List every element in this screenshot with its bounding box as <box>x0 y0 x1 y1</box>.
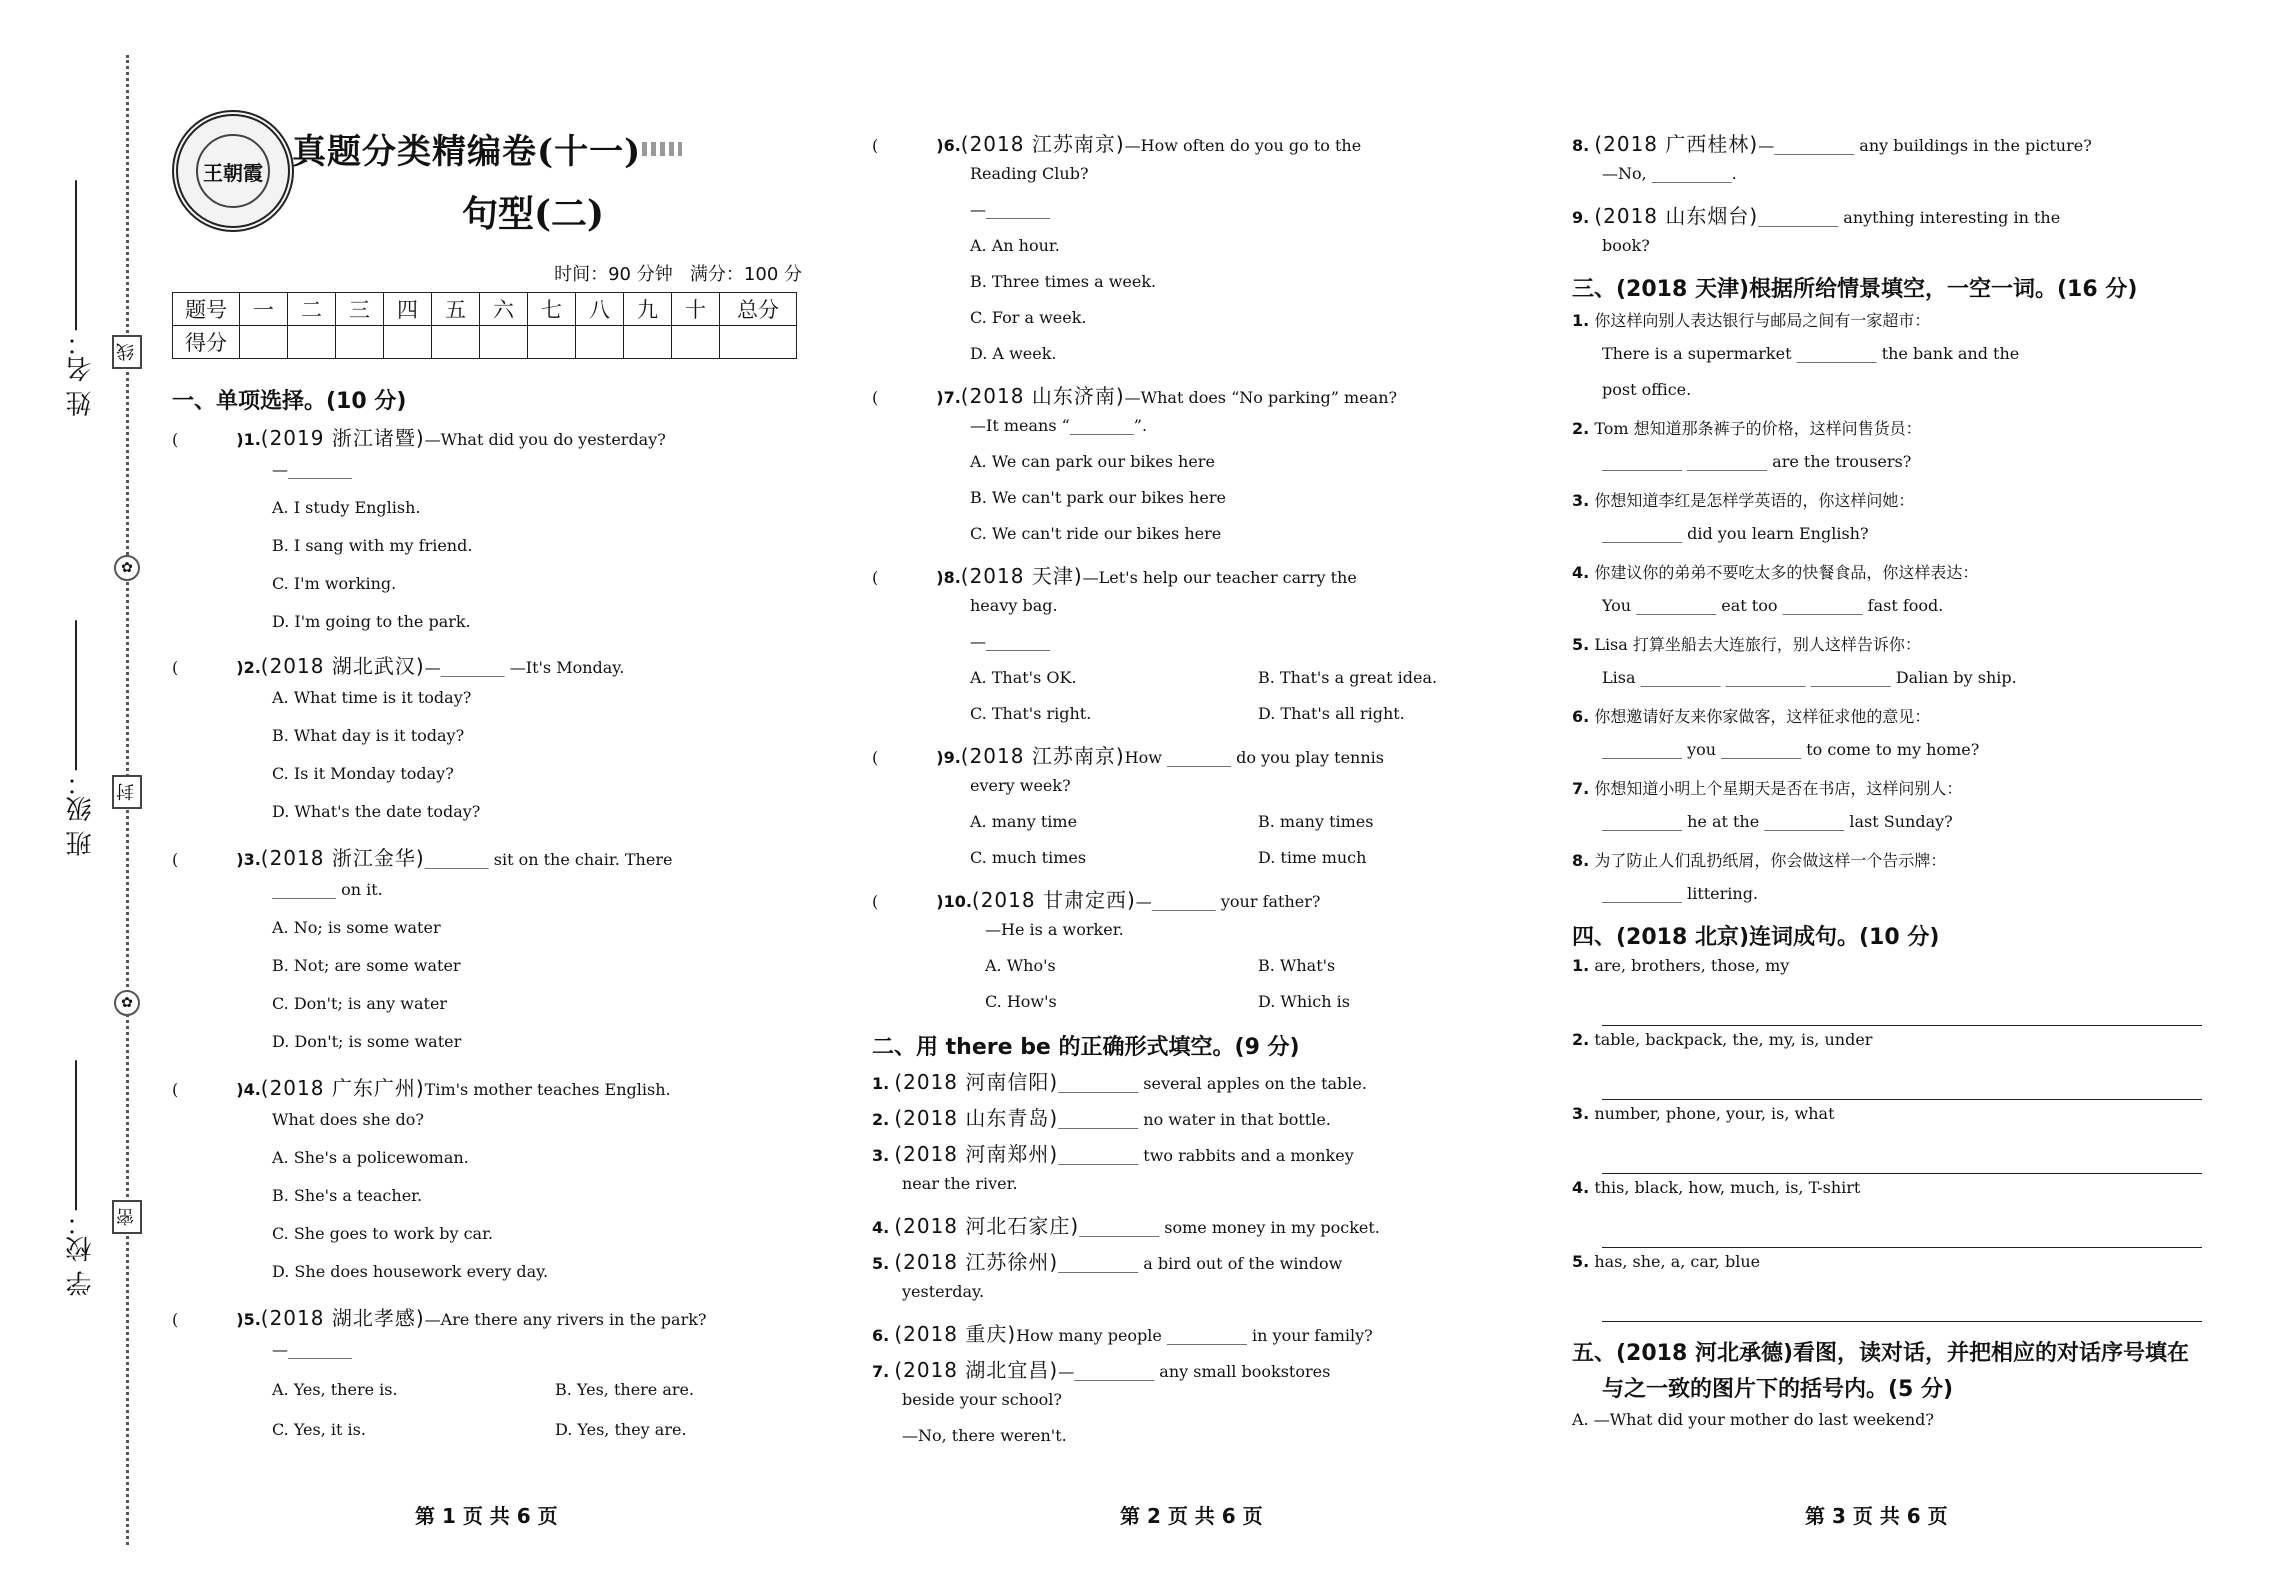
q3-option-b: B. Not; are some water <box>272 956 461 975</box>
question-9: ( )9.(2018 江苏南京)How ________ do you play tennis <box>872 744 1384 768</box>
score-cell[interactable] <box>240 326 288 359</box>
q8-option-d: D. That's all right. <box>1258 704 1405 723</box>
question-1: ( )1.(2019 浙江诸暨)—What did you do yesterday? <box>172 426 666 450</box>
q6-reply: —________ <box>970 200 1050 219</box>
section-3-title: 三、(2018 天津)根据所给情景填空，一空一词。(16 分) <box>1572 277 2138 302</box>
q10-option-b: B. What's <box>1258 956 1336 975</box>
page-footer-2: 第 2 页 共 6 页 <box>1120 1504 1263 1528</box>
q1-option-a: A. I study English. <box>272 498 421 517</box>
q2-option-c: C. Is it Monday today? <box>272 764 454 783</box>
q3-option-a: A. No; is some water <box>272 918 441 937</box>
reorder-1: 1. are, brothers, those, my <box>1572 956 1790 975</box>
question-10: ( )10.(2018 甘肃定西)—________ your father? <box>872 888 1321 912</box>
q8-option-c: C. That's right. <box>970 704 1092 723</box>
fill-item-5: 5. (2018 江苏徐州)__________ a bird out of the window <box>872 1250 1343 1274</box>
q8-reply: —________ <box>970 632 1050 651</box>
page-footer-3: 第 3 页 共 6 页 <box>1805 1504 1948 1528</box>
section-5-title-cont: 与之一致的图片下的括号内。(5 分) <box>1602 1377 1954 1402</box>
situation-8-answer: __________ littering. <box>1602 884 1759 903</box>
section-1-title: 一、单项选择。(10 分) <box>172 389 407 414</box>
section-5-title: 五、(2018 河北承德)看图，读对话，并把相应的对话序号填在 <box>1572 1341 2190 1366</box>
situation-4-answer: You __________ eat too __________ fast food. <box>1602 596 1944 615</box>
score-cell[interactable] <box>384 326 432 359</box>
score-cell[interactable] <box>288 326 336 359</box>
q7-option-a: A. We can park our bikes here <box>970 452 1215 471</box>
situation-7-answer: __________ he at the __________ last Sunday? <box>1602 812 1953 831</box>
score-cell[interactable] <box>720 326 797 359</box>
fill-item-6: 6. (2018 重庆)How many people __________ in your family? <box>872 1322 1373 1346</box>
situation-5-answer: Lisa __________ __________ __________ Dalian by ship. <box>1602 668 2017 687</box>
reorder-2: 2. table, backpack, the, my, is, under <box>1572 1030 1873 1049</box>
fill-item-9: 9. (2018 山东烟台)__________ anything interesting in the <box>1572 204 2061 228</box>
fill-item-4: 4. (2018 河北石家庄)__________ some money in my pocket. <box>872 1214 1380 1238</box>
score-table-header-row: 题号 一 二 三 四 五 六 七 八 九 十 总分 <box>173 293 797 326</box>
fill-item-7-reply: —No, there weren't. <box>902 1426 1067 1445</box>
q9-option-b: B. many times <box>1258 812 1374 831</box>
situation-3: 3. 你想知道李红是怎样学英语的，你这样问她： <box>1572 491 1915 510</box>
time-score-info: 时间：90 分钟 满分：100 分 <box>554 264 802 285</box>
line-box: 线 <box>112 335 142 369</box>
situation-6: 6. 你想邀请好友来你家做客，这样征求他的意见： <box>1572 707 1931 726</box>
q3-text-cont: ________ on it. <box>272 880 383 899</box>
title-decoration <box>642 142 682 156</box>
situation-1-answer-cont: post office. <box>1602 380 1692 399</box>
score-cell[interactable] <box>576 326 624 359</box>
answer-line[interactable] <box>1602 1025 2202 1026</box>
score-cell[interactable] <box>624 326 672 359</box>
q1-option-b: B. I sang with my friend. <box>272 536 473 555</box>
fill-item-1: 1. (2018 河南信阳)__________ several apples on the table. <box>872 1070 1367 1094</box>
class-field <box>62 620 99 856</box>
q6-option-d: D. A week. <box>970 344 1057 363</box>
close-box: 密 <box>112 1200 142 1234</box>
q9-option-d: D. time much <box>1258 848 1367 867</box>
situation-4: 4. 你建议你的弟弟不要吃太多的快餐食品，你这样表达： <box>1572 563 1979 582</box>
q10-option-d: D. Which is <box>1258 992 1350 1011</box>
class-label: 班 级： <box>66 770 96 857</box>
page-footer-1: 第 1 页 共 6 页 <box>415 1504 558 1528</box>
section-2-title: 二、用 there be 的正确形式填空。(9 分) <box>872 1035 1300 1060</box>
q5-option-d: D. Yes, they are. <box>555 1420 687 1439</box>
q8-text-cont: heavy bag. <box>970 596 1058 615</box>
brand-logo: 王朝霞 <box>172 110 294 232</box>
school-label: 学 校： <box>66 1210 96 1297</box>
situation-2-answer: __________ __________ are the trousers? <box>1602 452 1912 471</box>
question-5: ( )5.(2018 湖北孝感)—Are there any rivers in the park? <box>172 1306 707 1330</box>
q3-option-c: C. Don't; is any water <box>272 994 448 1013</box>
situation-7: 7. 你想知道小明上个星期天是否在书店，这样问别人： <box>1572 779 1963 798</box>
fill-item-2: 2. (2018 山东青岛)__________ no water in that bottle. <box>872 1106 1331 1130</box>
situation-2: 2. Tom 想知道那条裤子的价格，这样问售货员： <box>1572 419 1922 438</box>
question-4: ( )4.(2018 广东广州)Tim's mother teaches English. <box>172 1076 671 1100</box>
q8-option-a: A. That's OK. <box>970 668 1077 687</box>
q5-option-a: A. Yes, there is. <box>272 1380 398 1399</box>
fill-item-7-cont: beside your school? <box>902 1390 1062 1409</box>
situation-1: 1. 你这样向别人表达银行与邮局之间有一家超市： <box>1572 311 1931 330</box>
question-7: ( )7.(2018 山东济南)—What does “No parking” mean? <box>872 384 1398 408</box>
reorder-5: 5. has, she, a, car, blue <box>1572 1252 1761 1271</box>
score-table-score-row: 得分 <box>173 326 797 359</box>
seal-mark-icon: ✿ <box>114 555 140 581</box>
fill-item-8: 8. (2018 广西桂林)—__________ any buildings in the picture? <box>1572 132 2092 156</box>
q4-option-b: B. She's a teacher. <box>272 1186 423 1205</box>
situation-1-answer: There is a supermarket __________ the bank and the <box>1602 344 2020 363</box>
q5-option-c: C. Yes, it is. <box>272 1420 366 1439</box>
q4-text-cont: What does she do? <box>272 1110 424 1129</box>
situation-5: 5. Lisa 打算坐船去大连旅行，别人这样告诉你： <box>1572 635 1921 654</box>
q4-option-d: D. She does housework every day. <box>272 1262 549 1281</box>
reorder-3: 3. number, phone, your, is, what <box>1572 1104 1835 1123</box>
q9-option-c: C. much times <box>970 848 1087 867</box>
dialog-a: A. —What did your mother do last weekend? <box>1572 1410 1934 1429</box>
q6-text-cont: Reading Club? <box>970 164 1089 183</box>
question-3: ( )3.(2018 浙江金华)________ sit on the chair. There <box>172 846 673 870</box>
paper-title: 真题分类精编卷(十一) <box>292 132 642 172</box>
answer-line[interactable] <box>1602 1099 2202 1100</box>
q8-option-b: B. That's a great idea. <box>1258 668 1438 687</box>
seal-mark-icon: ✿ <box>114 990 140 1016</box>
fill-item-3: 3. (2018 河南郑州)__________ two rabbits and a monkey <box>872 1142 1354 1166</box>
q1-reply: —________ <box>272 460 352 479</box>
q6-option-b: B. Three times a week. <box>970 272 1157 291</box>
q7-option-b: B. We can't park our bikes here <box>970 488 1226 507</box>
binding-margin <box>0 0 150 1582</box>
name-field <box>62 180 99 416</box>
q9-text-cont: every week? <box>970 776 1071 795</box>
q9-option-a: A. many time <box>970 812 1078 831</box>
score-cell[interactable] <box>336 326 384 359</box>
score-cell[interactable] <box>672 326 720 359</box>
section-4-title: 四、(2018 北京)连词成句。(10 分) <box>1572 925 1940 950</box>
score-table <box>172 292 797 359</box>
q7-text-cont: —It means “________”. <box>970 416 1148 435</box>
score-cell[interactable] <box>528 326 576 359</box>
q2-option-b: B. What day is it today? <box>272 726 465 745</box>
q6-option-c: C. For a week. <box>970 308 1087 327</box>
school-field <box>62 1060 99 1296</box>
q10-option-a: A. Who's <box>985 956 1056 975</box>
answer-line[interactable] <box>1602 1247 2202 1248</box>
q10-text-cont: —He is a worker. <box>985 920 1124 939</box>
question-6: ( )6.(2018 江苏南京)—How often do you go to the <box>872 132 1362 156</box>
name-label: 姓 名： <box>66 330 96 417</box>
fill-item-3-cont: near the river. <box>902 1174 1018 1193</box>
reorder-4: 4. this, black, how, much, is, T-shirt <box>1572 1178 1861 1197</box>
fill-item-8-reply: —No, __________. <box>1602 164 1737 183</box>
fill-item-7: 7. (2018 湖北宜昌)—__________ any small bookstores <box>872 1358 1331 1382</box>
answer-line[interactable] <box>1602 1173 2202 1174</box>
situation-6-answer: __________ you __________ to come to my home? <box>1602 740 1980 759</box>
fill-item-9-cont: book? <box>1602 236 1650 255</box>
q1-option-c: C. I'm working. <box>272 574 397 593</box>
q10-option-c: C. How's <box>985 992 1057 1011</box>
question-2: ( )2.(2018 湖北武汉)—________ —It's Monday. <box>172 654 625 678</box>
score-cell[interactable] <box>480 326 528 359</box>
score-cell[interactable] <box>432 326 480 359</box>
fill-item-5-cont: yesterday. <box>902 1282 985 1301</box>
answer-line[interactable] <box>1602 1321 2202 1322</box>
paper-header <box>172 110 812 290</box>
q2-option-a: A. What time is it today? <box>272 688 472 707</box>
q4-option-c: C. She goes to work by car. <box>272 1224 494 1243</box>
q6-option-a: A. An hour. <box>970 236 1060 255</box>
question-8: ( )8.(2018 天津)—Let's help our teacher carry the <box>872 564 1357 588</box>
q2-option-d: D. What's the date today? <box>272 802 481 821</box>
situation-8: 8. 为了防止人们乱扔纸屑，你会做这样一个告示牌： <box>1572 851 1947 870</box>
paper-subtitle: 句型(二) <box>462 193 605 235</box>
q3-option-d: D. Don't; is some water <box>272 1032 462 1051</box>
q4-option-a: A. She's a policewoman. <box>272 1148 469 1167</box>
q7-option-c: C. We can't ride our bikes here <box>970 524 1222 543</box>
seal-box: 封 <box>112 775 142 809</box>
q5-reply: —________ <box>272 1340 352 1359</box>
q5-option-b: B. Yes, there are. <box>555 1380 695 1399</box>
situation-3-answer: __________ did you learn English? <box>1602 524 1869 543</box>
q1-option-d: D. I'm going to the park. <box>272 612 471 631</box>
